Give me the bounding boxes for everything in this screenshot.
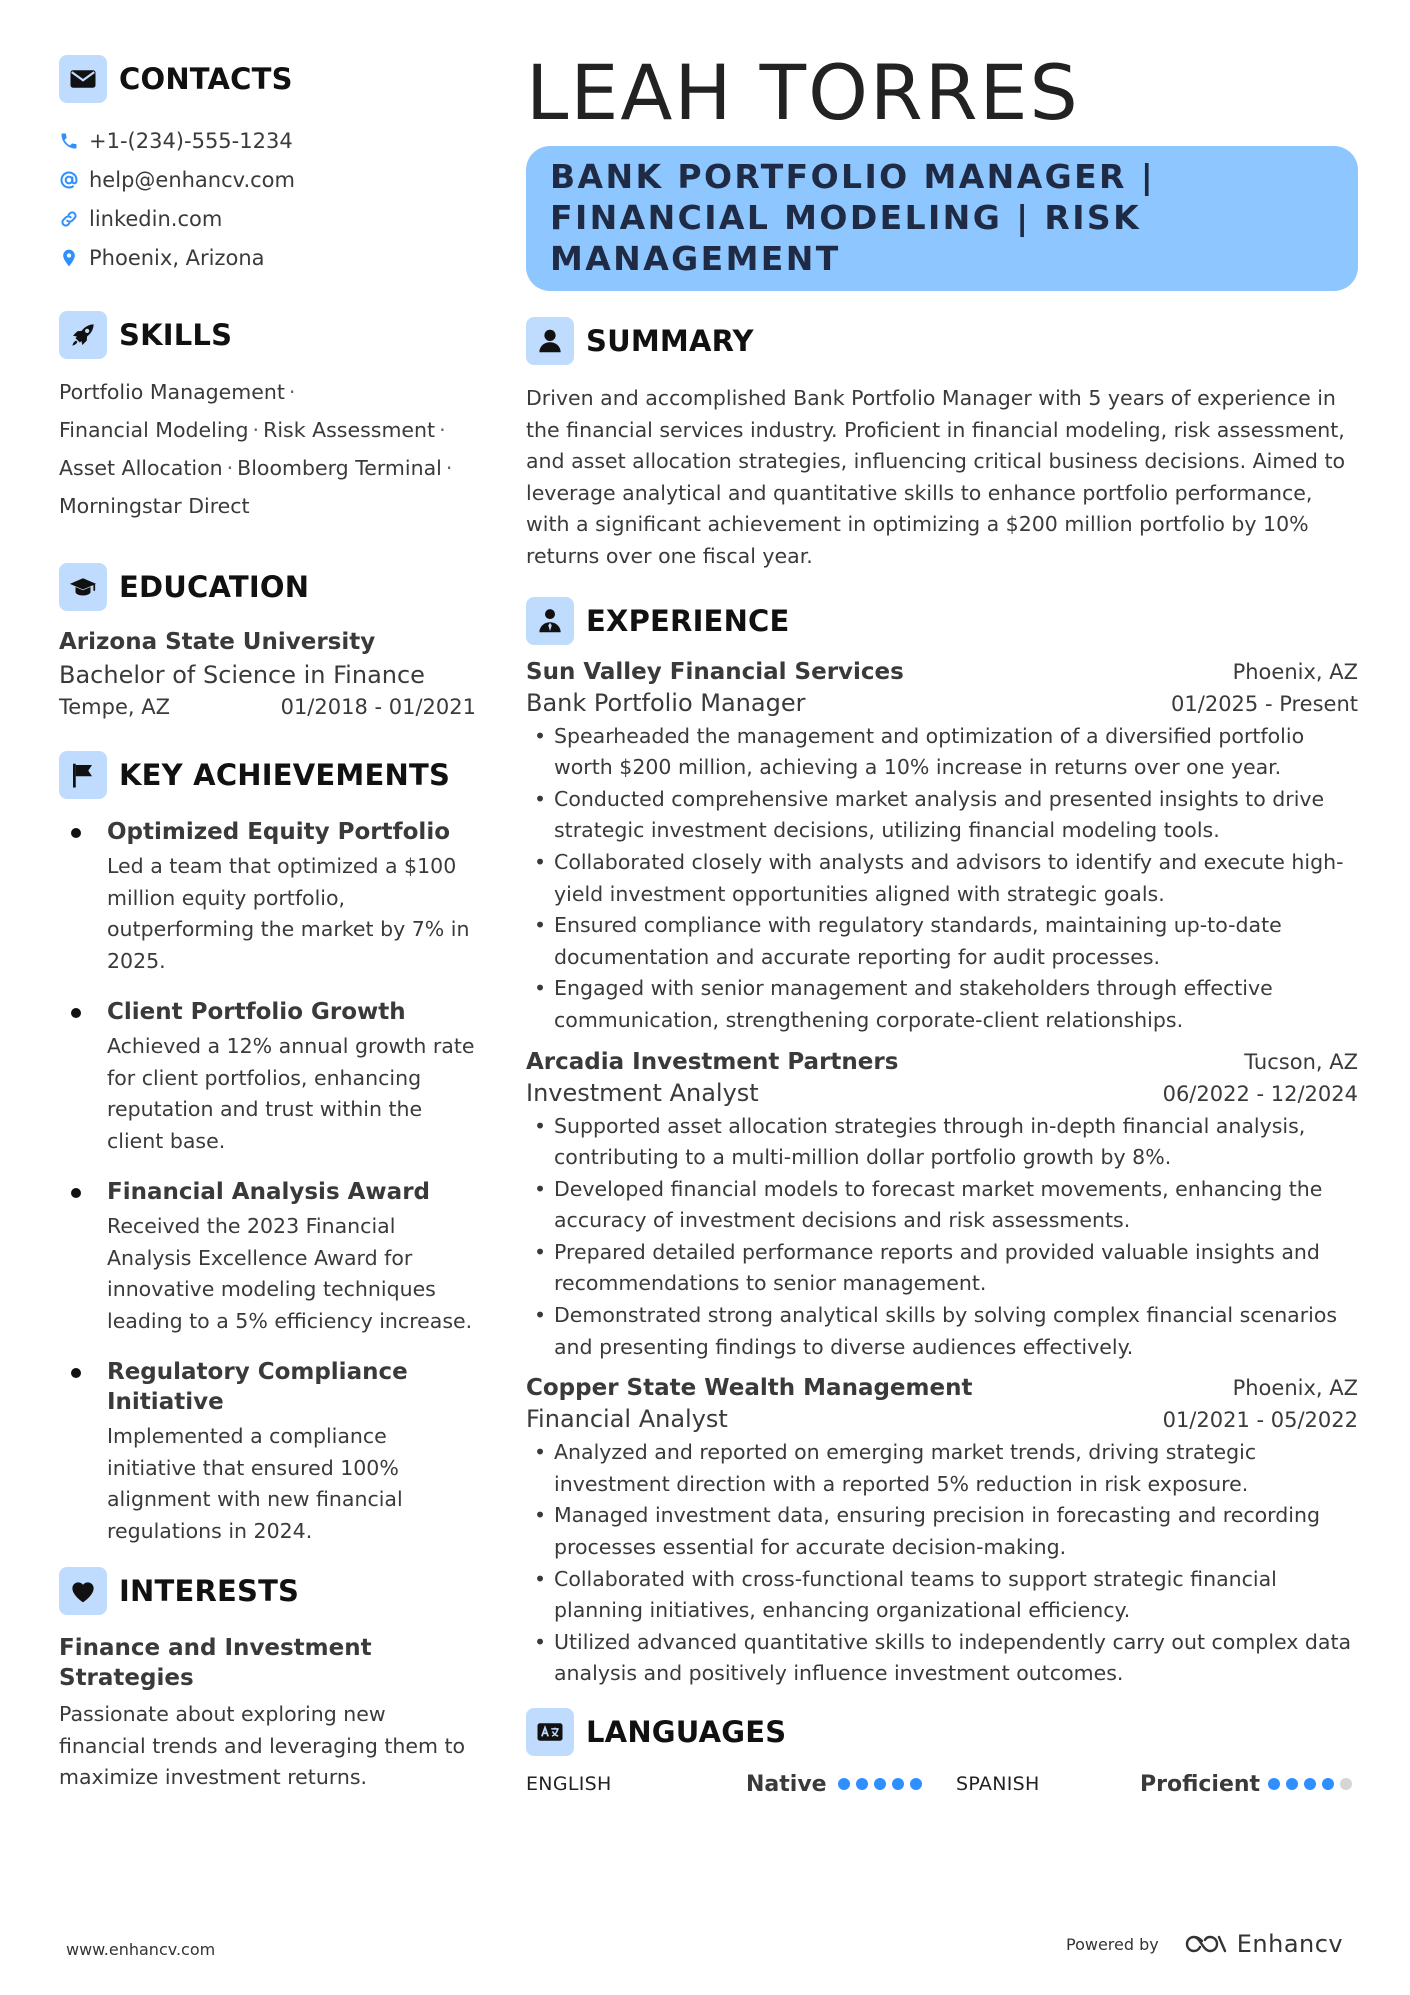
achievement-item	[59, 997, 476, 1157]
interests-title: INTERESTS	[119, 1574, 300, 1608]
job-bullet: • Managed investment data, ensuring precision in forecasting and recording processes essential for accurate decision-making.	[526, 1500, 1358, 1563]
rating-dot-filled	[1268, 1778, 1280, 1790]
job-bullet: • Collaborated closely with analysts and advisors to identify and execute high-yield investment opportunities aligned with strategic goals.	[526, 847, 1358, 910]
footer-branding	[1066, 1930, 1343, 1958]
summary-header	[526, 317, 1358, 365]
link-text[interactable]: linkedin.com	[89, 206, 223, 231]
headline-banner: BANK PORTFOLIO MANAGER | FINANCIAL MODELING | RISK MANAGEMENT	[526, 146, 1358, 291]
at-icon	[59, 169, 79, 191]
graduation-cap-icon	[59, 563, 107, 611]
language-name: ENGLISH	[526, 1773, 612, 1795]
achievement-item	[59, 817, 476, 977]
job-location: Phoenix, AZ	[1232, 659, 1358, 684]
job-bullet: • Supported asset allocation strategies through in-depth financial analysis, contributing to a multi-million dollar portfolio growth by 8%.	[526, 1111, 1358, 1174]
achievements-section	[59, 751, 476, 1547]
job-bullet: • Ensured compliance with regulatory standards, maintaining up-to-date documentation and accurate reporting for audit processes.	[526, 910, 1358, 973]
phone-icon	[59, 130, 79, 152]
rating-dot-filled	[1304, 1778, 1316, 1790]
job-bullet: • Prepared detailed performance reports and provided valuable insights and recommendations to senior management.	[526, 1237, 1358, 1300]
job-role: Investment Analyst	[526, 1078, 759, 1107]
achievement-title: Financial Analysis Award	[107, 1179, 431, 1205]
interest-title: Finance and Investment Strategies	[59, 1635, 372, 1691]
job-bullet: • Utilized advanced quantitative skills to independently carry out complex data analysis and positively influence investment outcomes.	[526, 1627, 1358, 1690]
job-entry	[526, 1049, 1358, 1364]
edu-location: Tempe, AZ	[59, 695, 170, 719]
skill-item: Risk Assessment	[263, 418, 436, 442]
phone-text[interactable]: +1-(234)-555-1234	[89, 128, 293, 153]
job-bullet: • Engaged with senior management and stakeholders through effective communication, strengthening corporate-client relationships.	[526, 973, 1358, 1036]
edu-school: Arizona State University	[59, 629, 376, 655]
contact-email	[59, 160, 476, 199]
achievement-title: Optimized Equity Portfolio	[107, 819, 451, 845]
bullet-dot	[71, 1008, 81, 1018]
interest-desc: Passionate about exploring new financial trends and leveraging them to maximize investment returns.	[59, 1702, 466, 1789]
languages-header	[526, 1708, 1358, 1756]
rating-dot-filled	[874, 1778, 886, 1790]
achievements-header	[59, 751, 476, 799]
summary-section	[526, 317, 1358, 573]
job-company: Copper State Wealth Management	[526, 1375, 973, 1402]
achievement-desc: Led a team that optimized a $100 million equity portfolio, outperforming the market by 7% in 2025.	[107, 854, 470, 973]
edu-degree: Bachelor of Science in Finance	[59, 661, 425, 689]
summary-text: Driven and accomplished Bank Portfolio Manager with 5 years of experience in the financial services industry. Proficient in financial modeling, risk assessment, and asset allocation strategies, influencing critical business decisions. Aimed to leverage analytical and quantitative skills to enhance portfolio performance, with a significant achievement in optimizing a $200 million portfolio by 10% returns over one fiscal year.	[526, 386, 1346, 568]
language-rating	[1268, 1778, 1352, 1790]
location-text: Phoenix, Arizona	[89, 245, 265, 270]
contact-phone	[59, 121, 476, 160]
contacts-title: CONTACTS	[119, 62, 293, 96]
interests-header	[59, 1567, 476, 1615]
link-icon	[59, 208, 79, 230]
bullet-dot	[71, 1368, 81, 1378]
job-dates: 01/2025 - Present	[1171, 691, 1358, 716]
experience-header	[526, 597, 1358, 645]
envelope-icon	[59, 55, 107, 103]
skills-list: Portfolio Management · Financial Modeling · Risk Assessment · Asset Allocation · Bloomberg Terminal · Morningstar Direct	[59, 380, 453, 518]
job-company: Arcadia Investment Partners	[526, 1048, 899, 1075]
language-name: SPANISH	[956, 1773, 1040, 1795]
language-rating	[838, 1778, 922, 1790]
job-bullet: • Spearheaded the management and optimization of a diversified portfolio worth $200 million, achieving a 10% increase in returns over one year.	[526, 721, 1358, 784]
contact-location	[59, 238, 476, 277]
briefcase-user-icon	[526, 597, 574, 645]
job-bullet: • Collaborated with cross-functional teams to support strategic financial planning initiatives, enhancing organizational efficiency.	[526, 1564, 1358, 1627]
language-level: Proficient	[1140, 1771, 1261, 1797]
education-section	[59, 563, 476, 719]
heart-icon	[59, 1567, 107, 1615]
achievement-desc: Implemented a compliance initiative that ensured 100% alignment with new financial regulations in 2024.	[107, 1424, 403, 1543]
education-header	[59, 563, 476, 611]
achievements-title: KEY ACHIEVEMENTS	[119, 758, 451, 792]
job-bullets	[526, 721, 1358, 1037]
rating-dot-filled	[910, 1778, 922, 1790]
achievement-title: Client Portfolio Growth	[107, 999, 406, 1025]
rating-dot-filled	[1322, 1778, 1334, 1790]
job-dates: 01/2021 - 05/2022	[1162, 1408, 1358, 1433]
skill-item: Portfolio Management	[59, 380, 285, 404]
skill-item: Asset Allocation	[59, 456, 223, 480]
job-entry	[526, 659, 1358, 1037]
bullet-dot	[71, 828, 81, 838]
rating-dot-filled	[838, 1778, 850, 1790]
skills-title: SKILLS	[119, 318, 233, 352]
brand-name: Enhancv	[1236, 1930, 1344, 1958]
summary-title: SUMMARY	[586, 324, 754, 358]
job-company: Sun Valley Financial Services	[526, 658, 904, 685]
rating-dot-filled	[1286, 1778, 1298, 1790]
job-entry	[526, 1375, 1358, 1690]
education-title: EDUCATION	[119, 570, 310, 604]
candidate-name: LEAH TORRES	[526, 48, 1080, 137]
skills-section	[59, 311, 476, 525]
enhancv-logo[interactable]	[1183, 1930, 1343, 1958]
skill-item: Financial Modeling	[59, 418, 249, 442]
powered-by-text: Powered by	[1066, 1934, 1159, 1954]
location-pin-icon	[59, 247, 79, 269]
achievement-item	[59, 1357, 476, 1547]
contacts-header	[59, 55, 476, 103]
job-bullet: • Conducted comprehensive market analysis and presented insights to drive strategic investment decisions, utilizing financial modeling tools.	[526, 784, 1358, 847]
edu-meta	[59, 695, 476, 719]
left-column	[59, 55, 476, 1794]
job-location: Tucson, AZ	[1244, 1049, 1358, 1074]
enhancv-logo-icon	[1183, 1931, 1229, 1957]
job-bullets	[526, 1437, 1358, 1690]
job-dates: 06/2022 - 12/2024	[1162, 1081, 1358, 1106]
languages-section	[526, 1708, 1358, 1804]
rating-dot-filled	[892, 1778, 904, 1790]
rating-dot-filled	[856, 1778, 868, 1790]
rocket-icon	[59, 311, 107, 359]
job-location: Phoenix, AZ	[1232, 1376, 1358, 1401]
flag-icon	[59, 751, 107, 799]
interests-section	[59, 1567, 476, 1794]
job-role: Bank Portfolio Manager	[526, 688, 806, 717]
contacts-section	[59, 55, 476, 277]
bullet-dot	[71, 1188, 81, 1198]
experience-section	[526, 597, 1358, 1690]
right-column	[526, 48, 1358, 1804]
job-bullet: • Demonstrated strong analytical skills by solving complex financial scenarios and presenting findings to diverse audiences effectively.	[526, 1300, 1358, 1363]
experience-title: EXPERIENCE	[586, 603, 790, 638]
job-role: Financial Analyst	[526, 1405, 728, 1434]
rating-dot-empty	[1340, 1778, 1352, 1790]
email-text[interactable]: help@enhancv.com	[89, 167, 295, 192]
job-bullet: • Developed financial models to forecast market movements, enhancing the accuracy of investment decisions and risk assessments.	[526, 1174, 1358, 1237]
achievement-desc: Achieved a 12% annual growth rate for client portfolios, enhancing reputation and trust within the client base.	[107, 1034, 475, 1153]
footer-website[interactable]: www.enhancv.com	[66, 1940, 216, 1959]
languages-row	[526, 1764, 1358, 1804]
skill-item: Morningstar Direct	[59, 494, 250, 518]
skill-item: Bloomberg Terminal	[237, 456, 442, 480]
language-level: Native	[746, 1771, 827, 1797]
skills-header	[59, 311, 476, 359]
job-bullet: • Analyzed and reported on emerging market trends, driving strategic investment direction with a reported 5% reduction in risk exposure.	[526, 1437, 1358, 1500]
user-icon	[526, 317, 574, 365]
achievement-title: Regulatory Compliance Initiative	[107, 1359, 408, 1415]
contact-link	[59, 199, 476, 238]
achievement-desc: Received the 2023 Financial Analysis Excellence Award for innovative modeling techniques leading to a 5% efficiency increase.	[107, 1214, 473, 1333]
translate-icon	[526, 1708, 574, 1756]
languages-title: LANGUAGES	[586, 1715, 787, 1749]
edu-dates: 01/2018 - 01/2021	[280, 695, 476, 719]
job-bullets	[526, 1111, 1358, 1364]
achievement-item	[59, 1177, 476, 1337]
